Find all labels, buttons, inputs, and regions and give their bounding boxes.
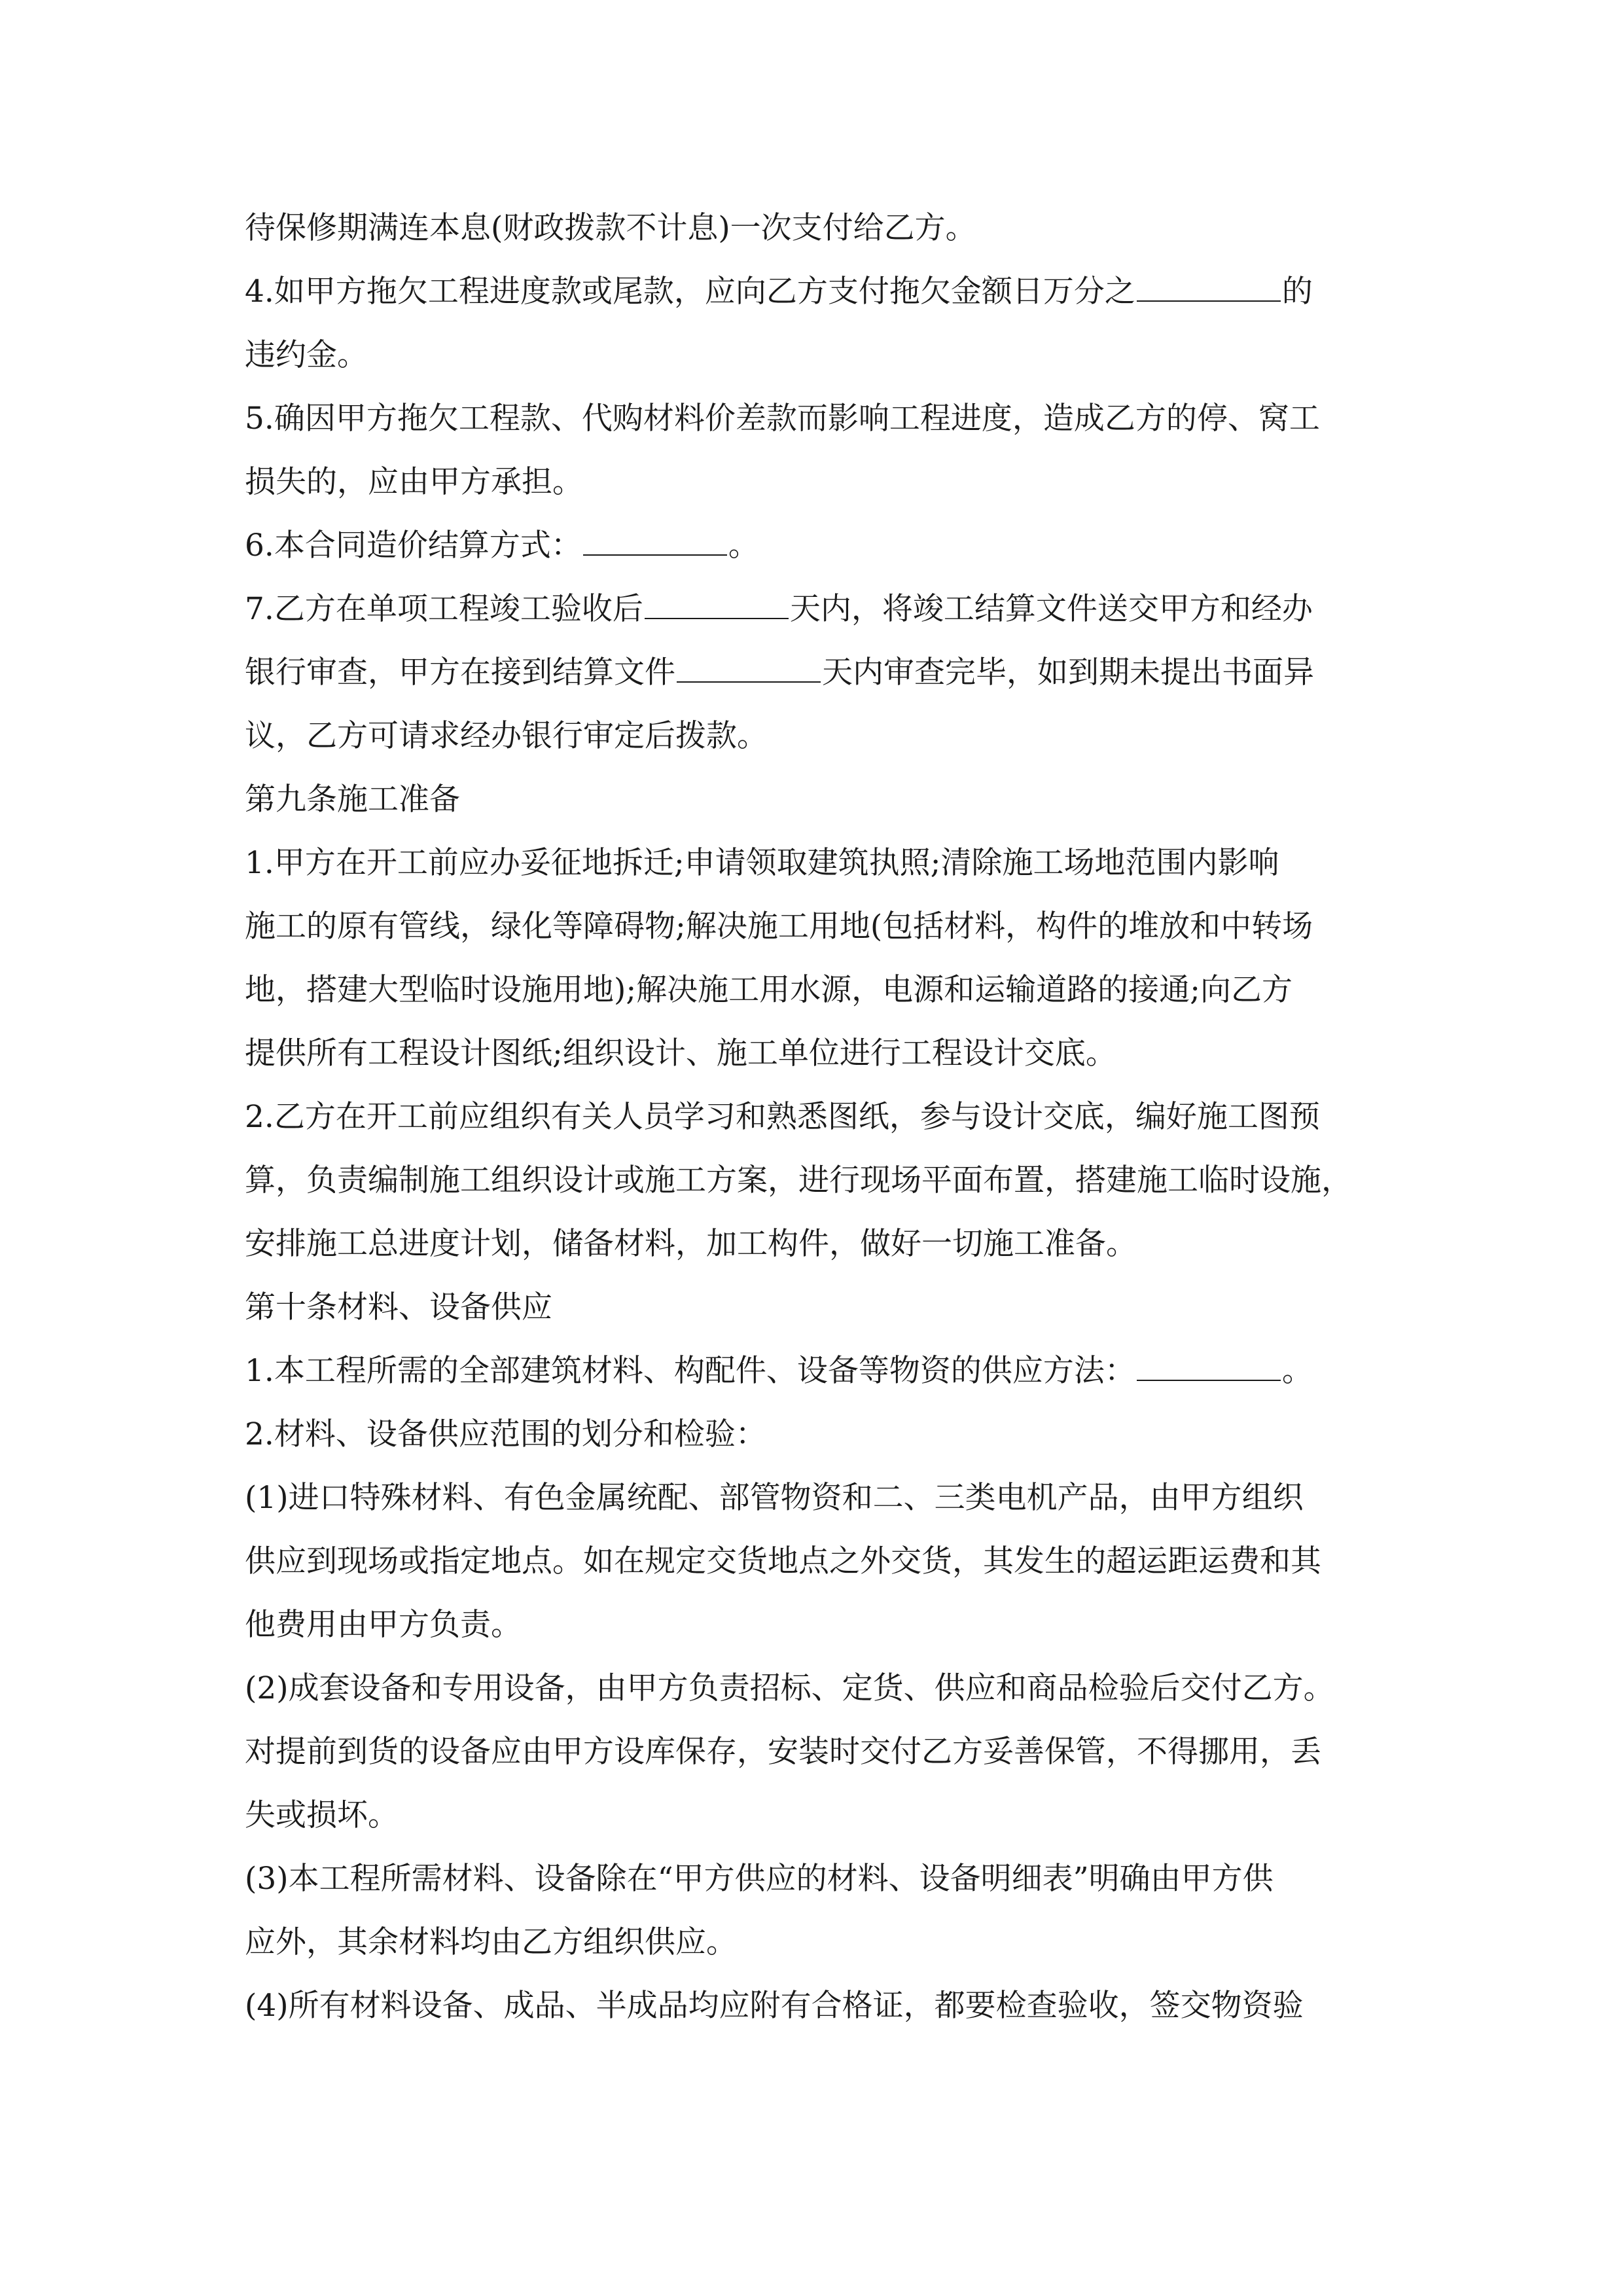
text-segment: 议，乙方可请求经办银行审定后拨款。 [245, 718, 768, 754]
text-line [245, 1466, 1397, 1530]
text-line [245, 895, 1397, 958]
blank-field-supply-method[interactable] [1137, 1342, 1281, 1381]
text-segment: 施工的原有管线，绿化等障碍物;解决施工用地(包括材料，构件的堆放和中转场 [245, 908, 1313, 944]
text-line [245, 450, 1397, 514]
text-segment: 。 [728, 528, 759, 564]
text-segment: (4)所有材料设备、成品、半成品均应附有合格证，都要检查验收，签交物资验 [245, 1988, 1304, 2024]
text-segment: 4.如甲方拖欠工程进度款或尾款，应向乙方支付拖欠金额日万分之 [245, 274, 1135, 310]
text-line [245, 1847, 1397, 1910]
text-line [245, 1784, 1397, 1847]
text-segment: 安排施工总进度计划，储备材料，加工构件，做好一切施工准备。 [245, 1226, 1137, 1262]
text-segment: 2.材料、设备供应范围的划分和检验： [245, 1416, 766, 1452]
text-segment: 1.甲方在开工前应办妥征地拆迁;申请领取建筑执照;清除施工场地范围内影响 [245, 845, 1279, 881]
blank-field-submit-days[interactable] [645, 580, 789, 619]
text-segment: 提供所有工程设计图纸;组织设计、施工单位进行工程设计交底。 [245, 1035, 1116, 1071]
text-segment: 应外，其余材料均由乙方组织供应。 [245, 1924, 737, 1960]
text-line [245, 1910, 1397, 1974]
text-line [245, 641, 1397, 704]
text-line [245, 831, 1397, 895]
text-line [245, 387, 1397, 450]
text-segment: 算，负责编制施工组织设计或施工方案，进行现场平面布置，搭建施工临时设施， [245, 1162, 1352, 1198]
text-line [245, 196, 1397, 260]
text-segment: 地，搭建大型临时设施用地);解决施工用水源，电源和运输道路的接通;向乙方 [245, 972, 1293, 1008]
text-segment: 供应到现场或指定地点。如在规定交货地点之外交货，其发生的超运距运费和其 [245, 1543, 1321, 1579]
section-heading [245, 768, 1397, 831]
section-heading [245, 1276, 1397, 1339]
text-segment: (3)本工程所需材料、设备除在“甲方供应的材料、设备明细表”明确由甲方供 [245, 1861, 1274, 1897]
text-line [245, 704, 1397, 768]
blank-field-review-days[interactable] [677, 643, 821, 683]
text-line [245, 1339, 1397, 1403]
blank-field-penalty-rate[interactable] [1137, 262, 1281, 302]
text-segment: 2.乙方在开工前应组织有关人员学习和熟悉图纸，参与设计交底，编好施工图预 [245, 1099, 1320, 1135]
text-line [245, 1149, 1397, 1212]
text-segment: 天内，将竣工结算文件送交甲方和经办 [789, 591, 1313, 627]
text-segment: 违约金。 [245, 337, 368, 373]
text-line [245, 1022, 1397, 1085]
text-segment: (2)成套设备和专用设备，由甲方负责招标、定货、供应和商品检验后交付乙方。 [245, 1670, 1334, 1706]
text-segment: 银行审查，甲方在接到结算文件 [245, 655, 675, 691]
text-line [245, 1974, 1397, 2037]
text-segment: 6.本合同造价结算方式： [245, 528, 582, 564]
text-line [245, 323, 1397, 387]
text-segment: 待保修期满连本息(财政拨款不计息)一次支付给乙方。 [245, 210, 976, 246]
text-line [245, 1657, 1397, 1720]
blank-field-settlement-method[interactable] [583, 516, 727, 556]
text-line [245, 1593, 1397, 1657]
text-segment: 的 [1281, 274, 1313, 310]
text-line [245, 1403, 1397, 1466]
text-line [245, 1085, 1397, 1149]
text-line [245, 958, 1397, 1022]
text-segment: 。 [1281, 1353, 1313, 1389]
text-segment: 失或损坏。 [245, 1797, 399, 1833]
text-line [245, 577, 1397, 641]
text-segment: 天内审查完毕，如到期未提出书面异 [822, 655, 1314, 691]
text-segment: 第九条施工准备 [245, 781, 460, 817]
document-body [245, 196, 1397, 2037]
text-segment: 1.本工程所需的全部建筑材料、构配件、设备等物资的供应方法： [245, 1353, 1135, 1389]
text-segment: 他费用由甲方负责。 [245, 1607, 522, 1643]
text-segment: 第十条材料、设备供应 [245, 1289, 552, 1325]
text-segment: 对提前到货的设备应由甲方设库保存，安装时交付乙方妥善保管，不得挪用，丢 [245, 1734, 1321, 1770]
text-line [245, 260, 1397, 323]
text-segment: 7.乙方在单项工程竣工验收后 [245, 591, 643, 627]
text-segment: 损失的，应由甲方承担。 [245, 464, 583, 500]
text-segment: 5.确因甲方拖欠工程款、代购材料价差款而影响工程进度，造成乙方的停、窝工 [245, 401, 1320, 437]
text-line [245, 1212, 1397, 1276]
text-line [245, 514, 1397, 577]
text-line [245, 1720, 1397, 1784]
text-line [245, 1530, 1397, 1593]
text-segment: (1)进口特殊材料、有色金属统配、部管物资和二、三类电机产品，由甲方组织 [245, 1480, 1304, 1516]
